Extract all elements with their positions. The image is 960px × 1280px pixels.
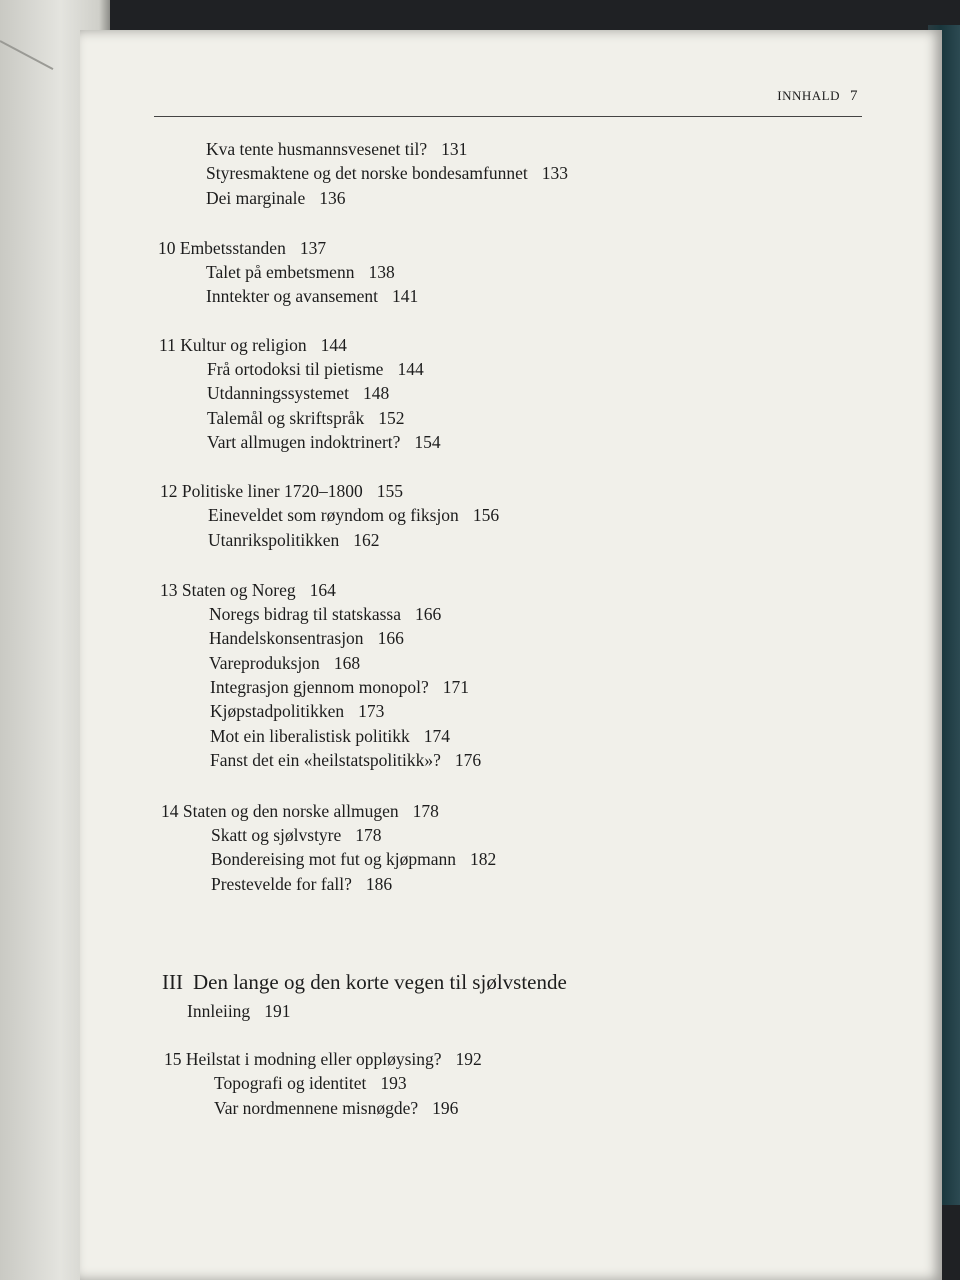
- toc-subentry: Frå ortodoksi til pietisme 144: [207, 359, 424, 379]
- toc-subentry: Kva tente husmannsvesenet til? 131: [206, 139, 468, 159]
- toc-part-heading: III Den lange og den korte vegen til sjølvstende: [162, 970, 567, 994]
- toc-subentry: Utanrikspolitikken 162: [208, 530, 380, 550]
- running-title: INNHALD: [777, 88, 840, 103]
- toc-part-intro: Innleiing 191: [187, 1001, 291, 1021]
- toc-chapter: 13 Staten og Noreg 164: [160, 580, 336, 600]
- toc-subentry: Vareproduksjon 168: [209, 653, 361, 673]
- toc-chapter: 11 Kultur og religion 144: [159, 335, 347, 355]
- toc-subentry: Prestevelde for fall? 186: [211, 874, 393, 894]
- toc-subentry: Var nordmennene misnøgde? 196: [214, 1098, 459, 1118]
- toc-subentry: Bondereising mot fut og kjøpmann 182: [211, 849, 497, 869]
- toc-subentry: Talet på embetsmenn 138: [206, 262, 395, 282]
- toc-subentry: Eineveldet som røyndom og fiksjon 156: [208, 505, 500, 525]
- toc-subentry: Talemål og skriftspråk 152: [207, 408, 405, 428]
- toc-subentry: Inntekter og avansement 141: [206, 286, 419, 306]
- book-page: [80, 30, 942, 1280]
- toc-subentry: Fanst det ein «heilstatspolitikk»? 176: [210, 750, 482, 770]
- toc-chapter: 10 Embetsstanden 137: [158, 238, 327, 258]
- toc-subentry: Styresmaktene og det norske bondesamfunnet 133: [206, 163, 568, 183]
- toc-chapter: 15 Heilstat i modning eller oppløysing? 192: [164, 1049, 482, 1069]
- toc-subentry: Skatt og sjølvstyre 178: [211, 825, 382, 845]
- toc-subentry: Kjøpstadpolitikken 173: [210, 701, 385, 721]
- toc-subentry: Vart allmugen indoktrinert? 154: [207, 432, 441, 452]
- toc-subentry: Dei marginale 136: [206, 188, 346, 208]
- toc-subentry: Utdanningssystemet 148: [207, 383, 390, 403]
- page-crease: [0, 40, 53, 70]
- toc-chapter: 12 Politiske liner 1720–1800 155: [160, 481, 403, 501]
- toc-subentry: Integrasjon gjennom monopol? 171: [210, 677, 469, 697]
- toc-subentry: Handelskonsentrasjon 166: [209, 628, 404, 648]
- toc-subentry: Topografi og identitet 193: [214, 1073, 407, 1093]
- page-number: 7: [850, 88, 858, 104]
- toc-subentry: Mot ein liberalistisk politikk 174: [210, 726, 451, 746]
- toc-chapter: 14 Staten og den norske allmugen 178: [161, 801, 439, 821]
- header-rule: [154, 116, 862, 117]
- toc-subentry: Noregs bidrag til statskassa 166: [209, 604, 442, 624]
- running-head: [777, 88, 858, 105]
